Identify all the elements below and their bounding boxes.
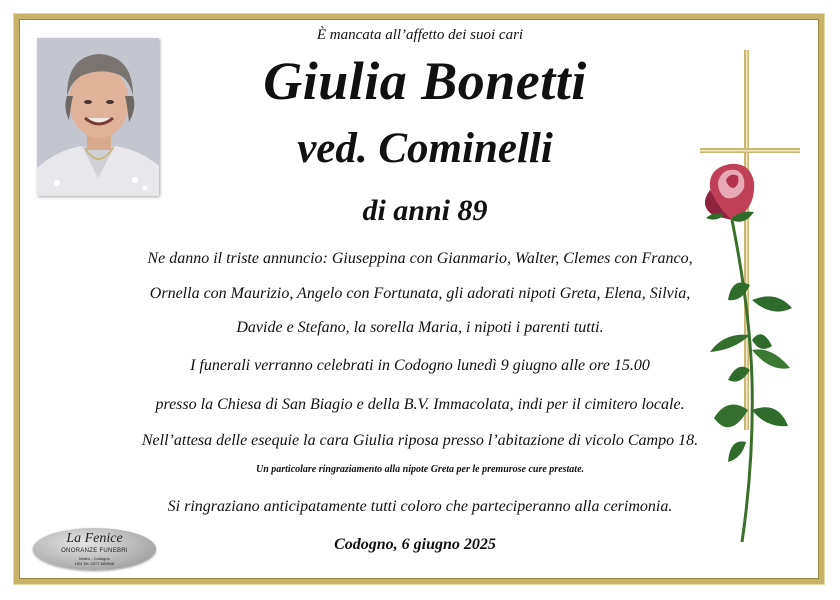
- deceased-name: Giulia Bonetti: [263, 51, 587, 111]
- widow-of-name: ved. Cominelli: [297, 125, 553, 172]
- age-text: di anni 89: [362, 194, 488, 227]
- closing-text: Si ringraziano anticipatamente tutti coloro che parteciperanno alla cerimonia.: [167, 498, 673, 515]
- rose-cross-icon: [680, 50, 810, 550]
- portrait-photo: [37, 38, 159, 196]
- funeral-line: I funerali verranno celebrati in Codogno lunedì 9 giugno alle ore 15.00: [190, 357, 650, 374]
- announcement-line: Ne danno il triste annuncio: Giuseppina con Gianmario, Walter, Clemes con Franco,: [147, 250, 693, 267]
- funeral-home-logo: [33, 528, 156, 570]
- funeral-line: presso la Chiesa di San Biagio e della B.V. Immacolata, indi per il cimitero locale.: [155, 396, 685, 413]
- announcement-line: Ornella con Maurizio, Angelo con Fortunata, gli adorati nipoti Greta, Elena, Silvia,: [149, 285, 691, 302]
- special-thanks: Un particolare ringraziamento alla nipote Greta per le premurose cure prestate.: [255, 464, 585, 475]
- logo-brand: La Fenice: [66, 531, 123, 546]
- announcement-line: Davide e Stefano, la sorella Maria, i nipoti i parenti tutti.: [236, 319, 604, 336]
- place-date: Codogno, 6 giugno 2025: [334, 536, 496, 553]
- logo-phone: H24 Tel. 0377-589846: [74, 561, 115, 566]
- logo-location: Maleo - Codogno: [79, 556, 110, 561]
- logo-subtitle: ONORANZE FUNEBRI: [61, 548, 128, 554]
- wake-line: Nell’attesa delle esequie la cara Giulia riposa presso l’abitazione di vicolo Campo 18.: [141, 432, 699, 449]
- portrait-illustration: [37, 38, 159, 196]
- intro-text: È mancata all’affetto dei suoi cari: [316, 27, 524, 43]
